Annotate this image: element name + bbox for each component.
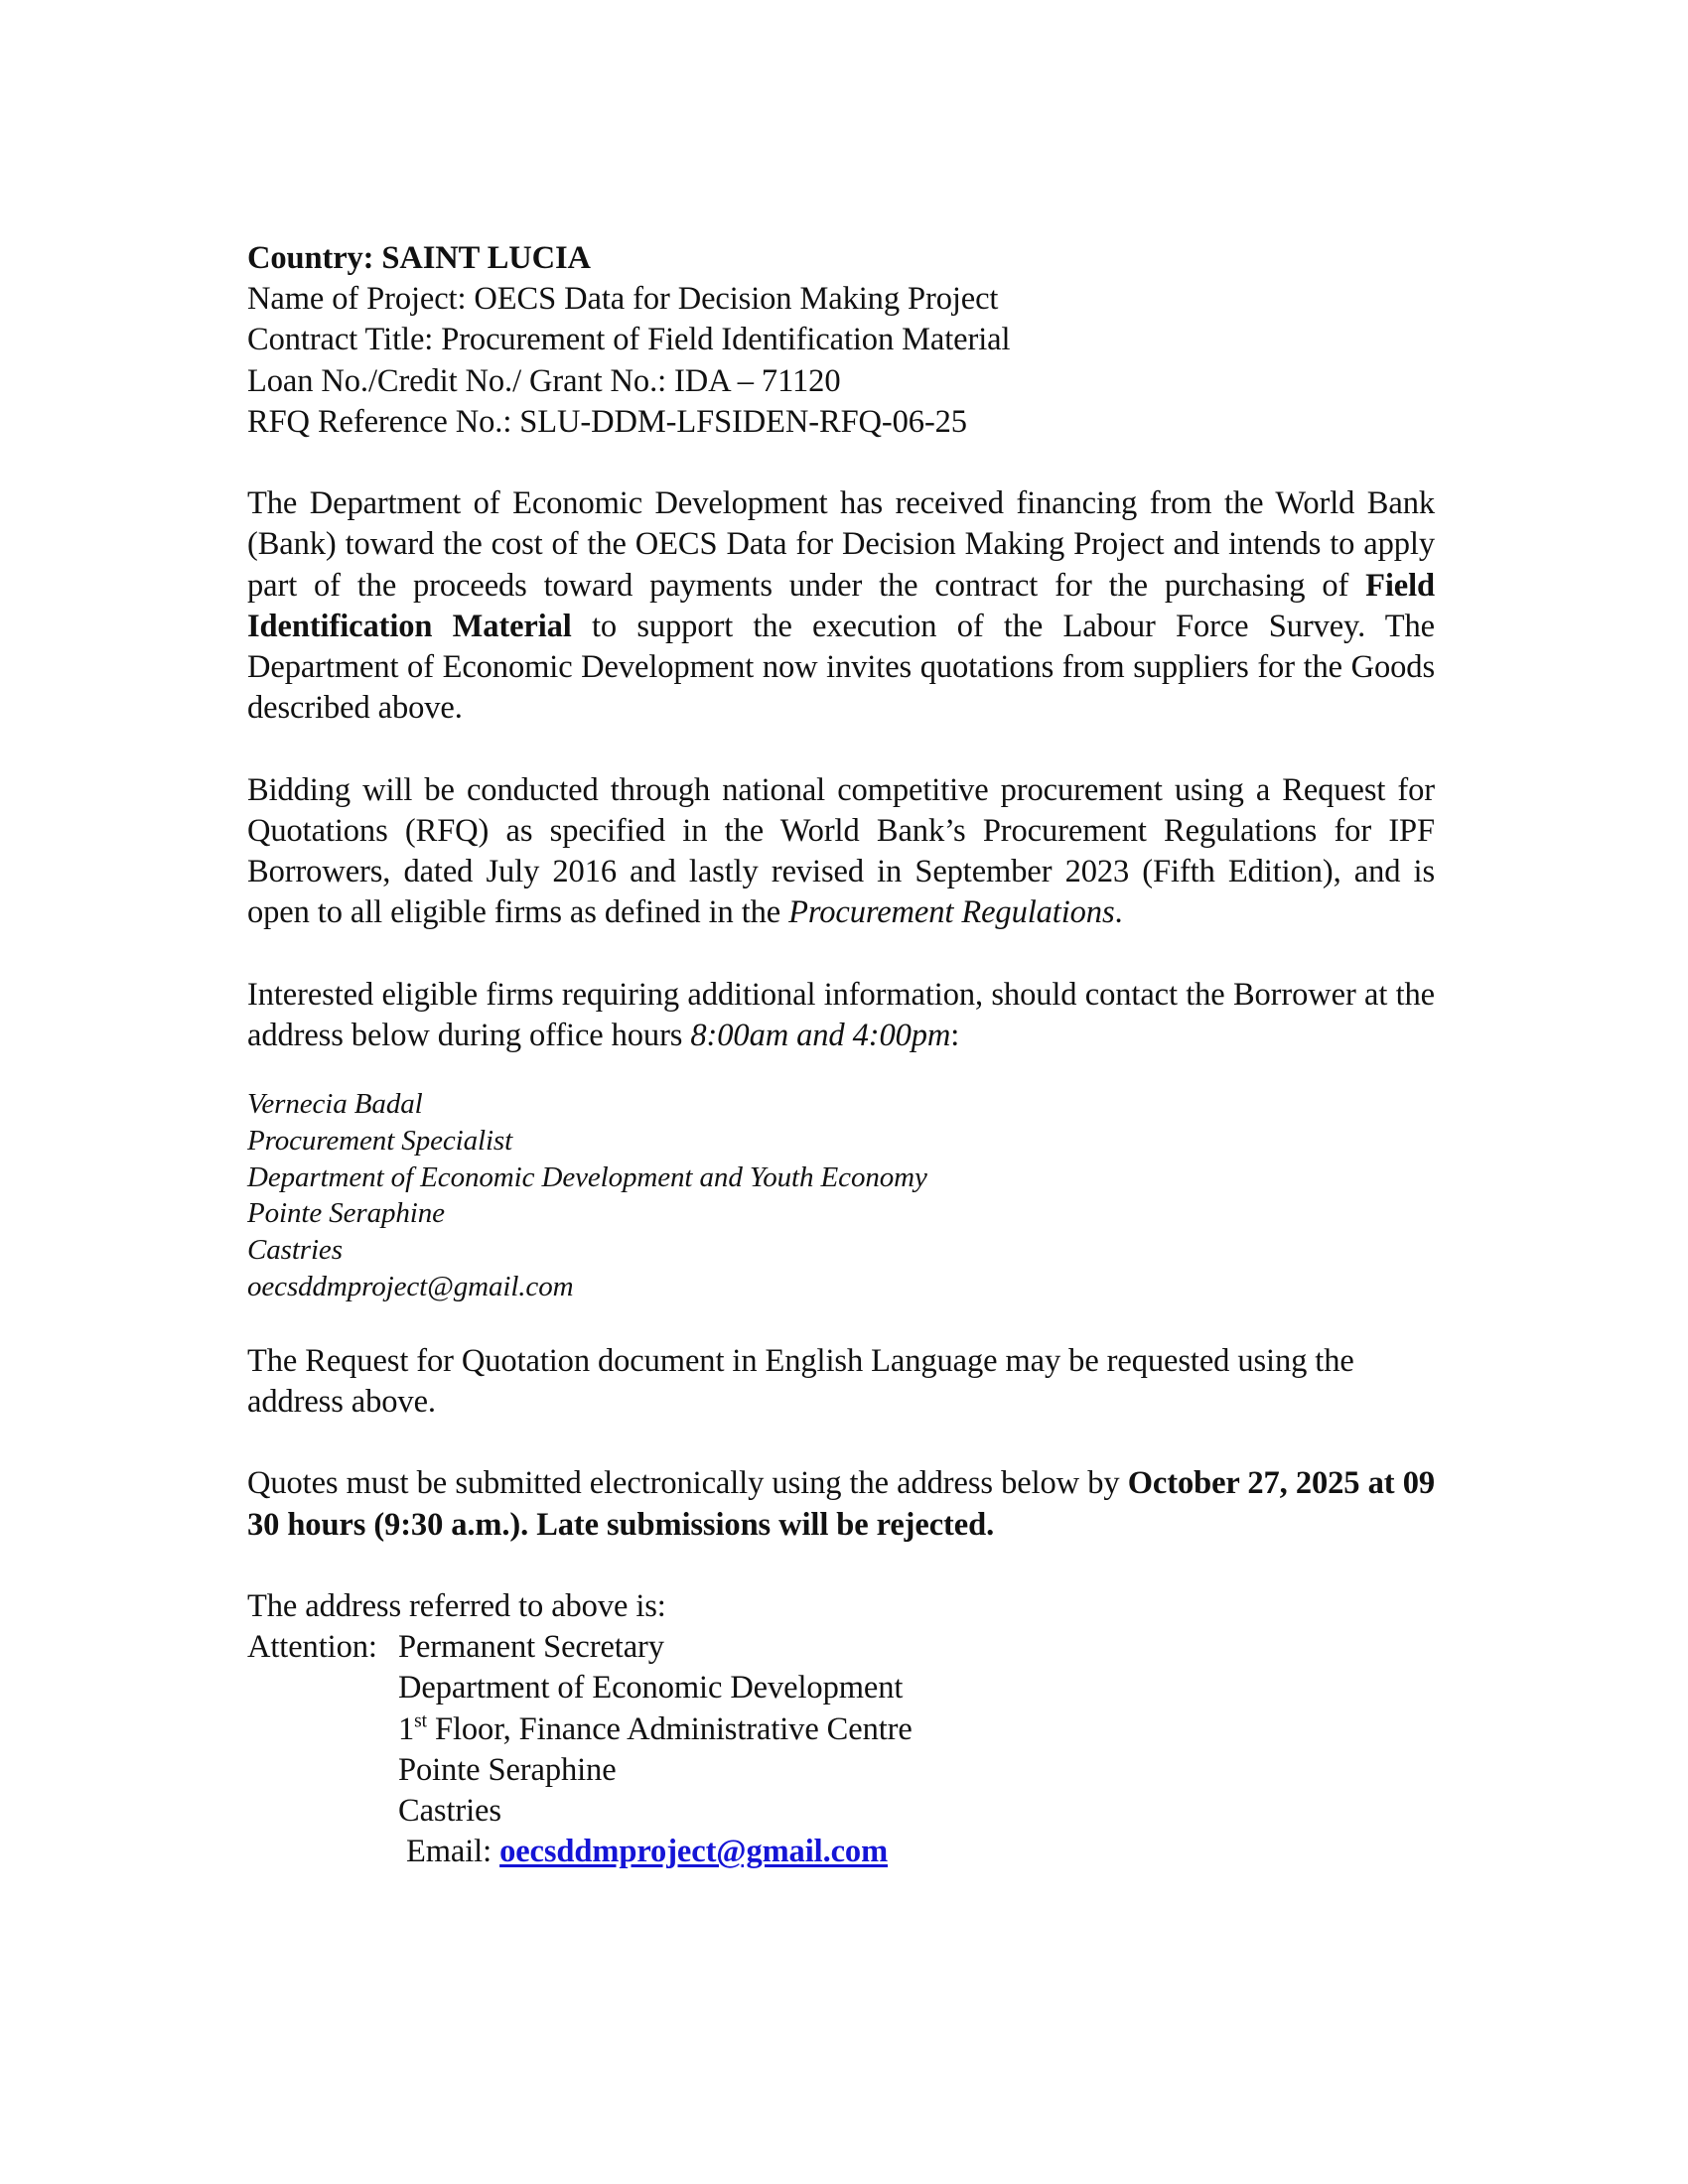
contact-location: Pointe Seraphine — [247, 1197, 445, 1230]
spacer — [247, 729, 1435, 769]
deadline-paragraph — [247, 1463, 1435, 1545]
floor-number: 1 — [398, 1710, 415, 1747]
spacer — [247, 933, 1435, 974]
contact-instructions-text: Interested eligible firms requiring additional information, should contact the Borrower at the address below during office hours — [247, 976, 1435, 1053]
financing-text-end: to support the execution of the Labour Force Survey. The Department of Economic Development now invites quotations from suppliers for the Goods described above. — [247, 608, 1436, 727]
attention-row — [247, 1627, 1435, 1668]
spacer — [247, 1423, 1435, 1463]
address-floor — [247, 1709, 1435, 1750]
contact-block — [247, 1086, 1435, 1305]
email-label: Email: — [406, 1834, 500, 1870]
contract-title-line: Contract Title: Procurement of Field Identification Material — [247, 322, 1011, 358]
regulations-reference: Procurement Regulations — [788, 894, 1115, 931]
address-department: Department of Economic Development — [398, 1670, 904, 1706]
submission-address-block — [247, 1586, 1435, 1872]
bidding-text-end: . — [1114, 894, 1123, 931]
address-email-row — [247, 1832, 1435, 1872]
spacer — [247, 1305, 1435, 1341]
loan-number-line: Loan No./Credit No./ Grant No.: IDA – 71120 — [247, 362, 841, 399]
bidding-text: Bidding will be conducted through national competitive procurement using a Request for Quotations (RFQ) as specified in the World Bank’s Procurement Regulations for IPF Borrowers, dated July 2016 and lastly revised in September 2023 (Fifth Edition), and is open to all eligible firms as defined in the — [247, 771, 1435, 931]
address-location: Pointe Seraphine — [398, 1751, 617, 1788]
rfq-reference-line: RFQ Reference No.: SLU-DDM-LFSIDEN-RFQ-06-25 — [247, 403, 967, 440]
document-page — [247, 238, 1435, 1872]
address-city: Castries — [398, 1793, 501, 1829]
submission-deadline: October 27, 2025 at 09 30 hours (9:30 a.m.). Late submissions will be rejected. — [247, 1465, 1435, 1543]
contact-title: Procurement Specialist — [247, 1124, 513, 1157]
contact-department: Department of Economic Development and Youth Economy — [247, 1160, 927, 1193]
header-block — [247, 238, 1435, 443]
bidding-paragraph — [247, 770, 1435, 934]
address-intro: The address referred to above is: — [247, 1587, 666, 1624]
address-recipient: Permanent Secretary — [398, 1629, 664, 1666]
contact-instructions-paragraph — [247, 975, 1435, 1056]
floor-building: Floor, Finance Administrative Centre — [426, 1710, 913, 1747]
financing-paragraph — [247, 483, 1435, 729]
spacer — [247, 1056, 1435, 1086]
spacer — [247, 443, 1435, 483]
spacer — [247, 1546, 1435, 1586]
rfq-document-paragraph: The Request for Quotation document in English Language may be requested using the address above. — [247, 1342, 1354, 1420]
office-hours: 8:00am and 4:00pm — [690, 1017, 951, 1053]
contact-city: Castries — [247, 1234, 343, 1267]
contact-name: Vernecia Badal — [247, 1088, 423, 1121]
financing-text: The Department of Economic Development has received financing from the World Bank (Bank) toward the cost of the OECS Data for Decision Making Project and intends to apply part of the proceeds toward payments under the contract for the purchasing of — [247, 485, 1435, 604]
floor-ordinal-suffix: st — [414, 1709, 427, 1731]
deadline-text: Quotes must be submitted electronically using the address below by — [247, 1465, 1128, 1502]
country-line: Country: SAINT LUCIA — [247, 240, 591, 276]
attention-label: Attention: — [247, 1629, 377, 1666]
goods-name: Field Identification Material — [247, 567, 1435, 644]
email-link[interactable]: oecsddmproject@gmail.com — [499, 1834, 889, 1870]
contact-email[interactable]: oecsddmproject@gmail.com — [247, 1271, 574, 1302]
contact-instructions-end: : — [950, 1017, 960, 1053]
project-name-line: Name of Project: OECS Data for Decision Making Project — [247, 281, 999, 318]
